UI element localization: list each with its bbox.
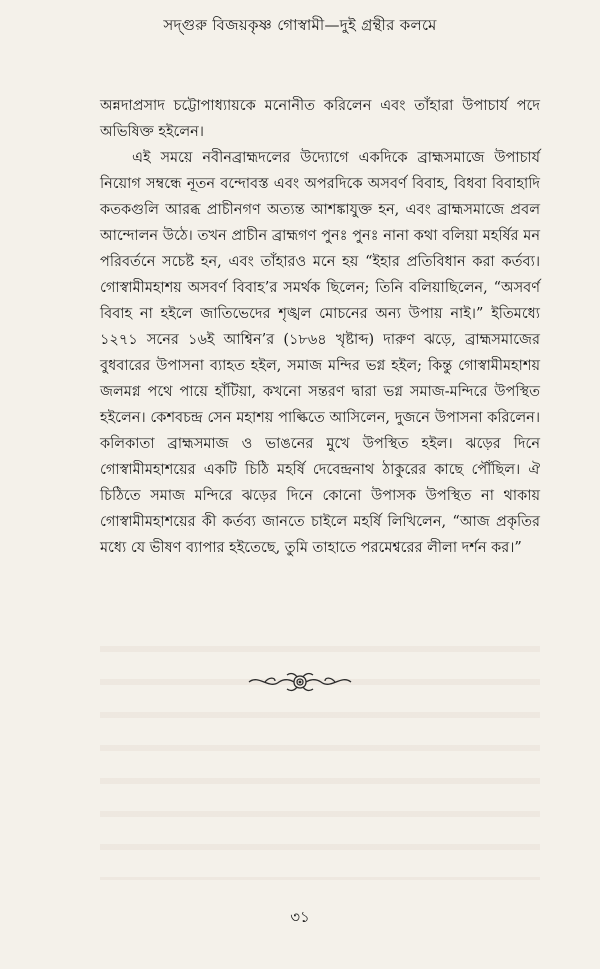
paragraph-1: অন্নদাপ্রসাদ চট্টোপাধ্যায়কে মনোনীত করিলেন এবং তাঁহারা উপাচার্য পদে অভিষিক্ত হইলেন।: [100, 98, 540, 140]
ornament-divider-icon: [245, 669, 355, 695]
running-head: সদ্গুরু বিজয়কৃষ্ণ গোস্বামী—দুই গ্রন্থীর কলমে: [163, 16, 437, 34]
show-through-text: [100, 630, 540, 880]
body-text: [100, 93, 540, 561]
paragraph-2: এই সময়ে নবীনব্রাহ্মদলের উদ্যোগে একদিকে ব্রাহ্মসমাজে উপাচার্য নিয়োগ সম্বন্ধে নূতন বন্দোবস্ত এবং অপরদিকে অসবর্ণ বিবাহ, বিধবা বিবাহাদি কতকগুলি আরব্ধ প্রাচীনগণ অত্যন্ত আশঙ্কাযুক্ত হন, এবং ব্রাহ্মসমাজে প্রবল আন্দোলন উঠে। তখন প্রাচীন ব্রাহ্মগণ পুনঃ পুনঃ নানা কথা বলিয়া মহর্ষির মন পরিবর্তনে সচেষ্ট হন, এবং তাঁহারও মনে হয় “ইহার প্রতিবিধান করা কর্তব্য। গোস্বামীমহাশয় অসবর্ণ বিবাহ’র সমর্থক ছিলেন; তিনি বলিয়াছিলেন, “অসবর্ণ বিবাহ না হইলে জাতিভেদের শৃঙ্খল মোচনের অন্য উপায় নাই।” ইতিমধ্যে ১২৭১ সনের ১৬ই আশ্বিন’র (১৮৬৪ খৃষ্টাব্দ) দারুণ ঝড়ে, ব্রাহ্মসমাজের বুধবারের উপাসনা ব্যাহত হইল, সমাজ মন্দির ভগ্ন হইল; কিন্তু গোস্বামীমহাশয় জলমগ্ন পথে পায়ে হাঁটিয়া, কখনো সন্তরণ দ্বারা ভগ্ন সমাজ-মন্দিরে উপস্থিত হইলেন। কেশবচন্দ্র সেন মহাশয় পাল্কিতে আসিলেন, দুজনে উপাসনা করিলেন। কলিকাতা ব্রাহ্মসমাজ ও ভাঙনের মুখে উপস্থিত হইল। ঝড়ের দিনে গোস্বামীমহাশয়ের একটি চিঠি মহর্ষি দেবেন্দ্রনাথ ঠাকুরের কাছে পৌঁছিল। ঐ চিঠিতে সমাজ মন্দিরে ঝড়ের দিনে কোনো উপাসক উপস্থিত না থাকায় গোস্বামীমহাশয়ের কী কর্তব্য জানতে চাইলে মহর্ষি লিখিলেন, “আজ প্রকৃতির মধ্যে যে ভীষণ ব্যাপার হইতেছে, তুমি তাহাতে পরমেশ্বরের লীলা দর্শন কর।”: [100, 150, 540, 556]
page-number: ৩১: [290, 908, 310, 926]
